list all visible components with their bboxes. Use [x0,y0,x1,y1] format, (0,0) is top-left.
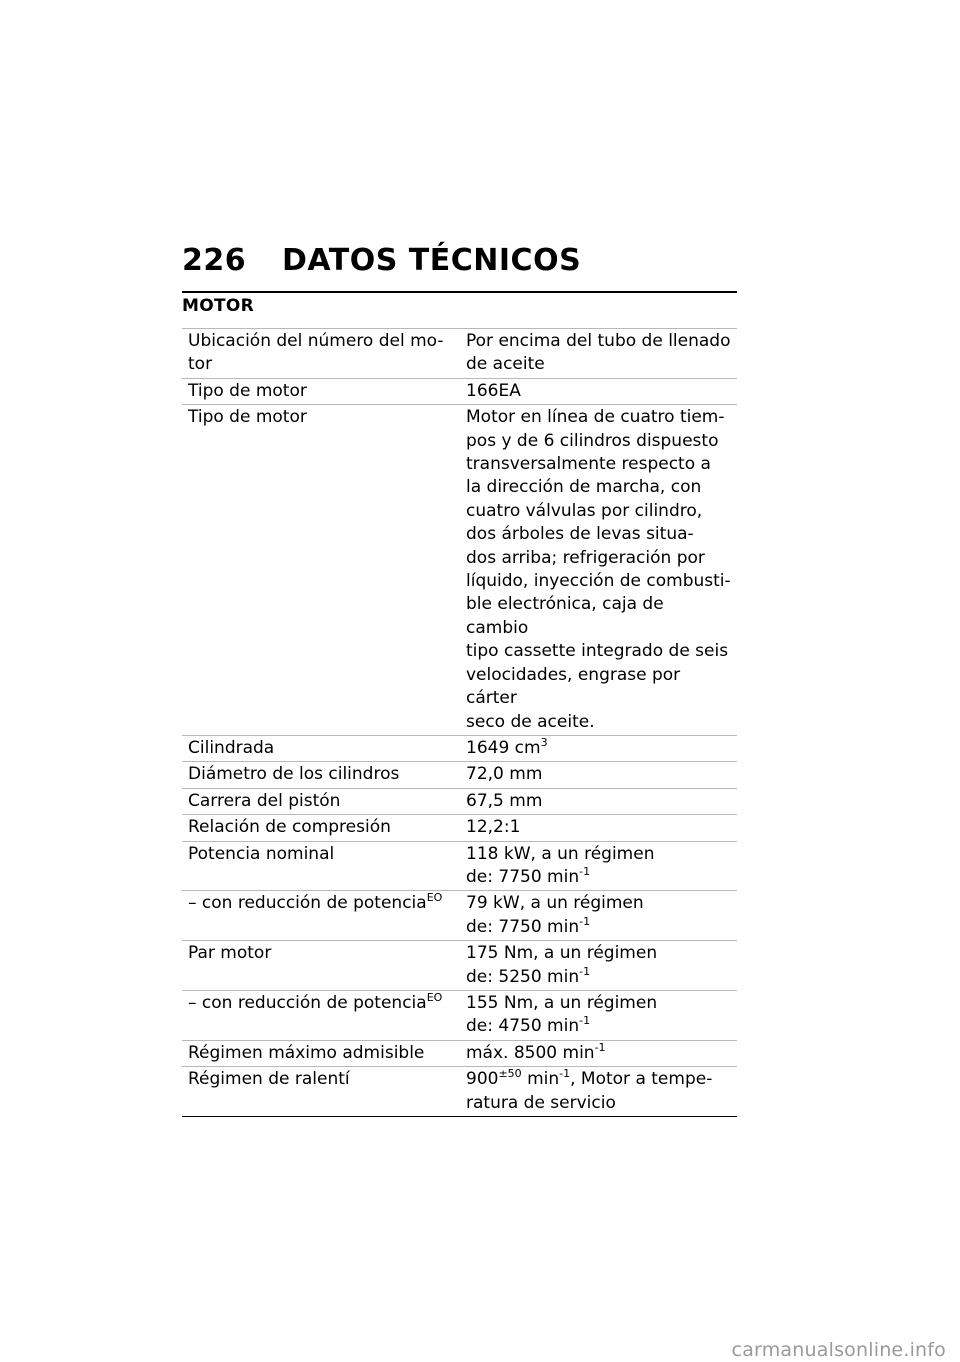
spec-value-cell [460,990,737,1040]
spec-value-cell [460,841,737,891]
spec-value-cell [460,735,737,761]
spec-value: 166EA [466,380,521,401]
spec-value-cell [460,378,737,404]
header-rule [182,291,737,293]
spec-value-unit-superscript: -1 [559,1067,571,1081]
spec-value-cell [460,941,737,991]
spec-label-superscript: EO [426,891,443,905]
spec-row [182,762,737,788]
spec-label-cell [182,1040,460,1066]
spec-value-cell [460,405,737,736]
spec-value-cell [460,788,737,814]
spec-label-cell [182,891,460,941]
spec-value: 67,5 mm [466,790,543,811]
spec-label: Ubicación del número del mo- tor [188,331,444,375]
spec-value-superscript: -1 [579,914,591,928]
page-title: DATOS TÉCNICOS [282,243,582,278]
spec-row [182,941,737,991]
spec-row [182,405,737,736]
spec-value: 72,0 mm [466,764,543,785]
spec-label-cell [182,815,460,841]
section-title: MOTOR [182,296,255,316]
spec-value-superscript: -1 [579,864,591,878]
spec-row [182,815,737,841]
spec-value: Motor en línea de cuatro tiem- pos y de 6 cilindros dispuesto transversalmente respecto a la dirección de marcha, con cuatro válvulas por cilindro, dos árboles de levas situa- dos arriba; refrigeración por líquido, inyección de combusti- ble electrónica, caja de cambio tipo cassette integrado de seis velocidades, engrase por cárter seco de aceite. [466,407,731,732]
spec-label: Carrera del pistón [188,790,341,811]
spec-value-superscript: 3 [540,735,548,749]
spec-label-cell [182,762,460,788]
spec-row [182,329,737,379]
spec-label-superscript: EO [426,990,443,1004]
spec-row [182,788,737,814]
spec-value: 1649 cm [466,737,541,758]
spec-row [182,735,737,761]
spec-label-cell [182,378,460,404]
spec-label: Régimen de ralentí [188,1069,350,1090]
spec-value-tail: , Motor a tempe- ratura de servicio [466,1069,713,1113]
watermark: carmanualsonline.info [731,1339,946,1361]
spec-label-cell [182,1067,460,1117]
spec-row [182,1040,737,1066]
spec-value: 79 kW, a un régimen de: 7750 min [466,893,644,937]
spec-value: 175 Nm, a un régimen de: 5250 min [466,943,658,987]
spec-label-cell [182,735,460,761]
spec-label-cell [182,941,460,991]
spec-label: Régimen máximo admisible [188,1042,425,1063]
spec-value-superscript: ±50 [498,1067,522,1081]
spec-value: Por encima del tubo de llenado de aceite [466,331,731,375]
spec-label: Relación de compresión [188,817,391,838]
spec-row [182,378,737,404]
spec-label: – con reducción de potencia [188,893,427,914]
spec-label: Diámetro de los cilindros [188,764,400,785]
spec-label: Potencia nominal [188,843,335,864]
spec-value: 118 kW, a un régimen de: 7750 min [466,843,655,887]
page-number: 226 [182,243,247,278]
spec-value-superscript: -1 [579,964,591,978]
spec-value-cell [460,815,737,841]
spec-value-superscript: -1 [594,1040,606,1054]
spec-row [182,841,737,891]
spec-label-cell [182,788,460,814]
spec-value: 12,2:1 [466,817,521,838]
spec-value-cell [460,1067,737,1117]
spec-label-cell [182,329,460,379]
spec-value-cell [460,329,737,379]
spec-value-cell [460,762,737,788]
spec-value-cell [460,891,737,941]
spec-value: 155 Nm, a un régimen de: 4750 min [466,992,658,1037]
page-header [182,243,742,278]
spec-table [182,328,737,1117]
spec-value-superscript: -1 [579,1014,591,1028]
spec-row [182,990,737,1040]
spec-value-cell [460,1040,737,1066]
spec-value: máx. 8500 min [466,1042,595,1063]
spec-label: – con reducción de potencia [188,992,427,1013]
spec-value-unit: min [521,1069,560,1090]
spec-label: Tipo de motor [188,407,307,428]
spec-label: Cilindrada [188,737,275,758]
spec-label-cell [182,841,460,891]
spec-label-cell [182,405,460,736]
spec-row [182,891,737,941]
spec-row [182,1067,737,1117]
spec-label-cell [182,990,460,1040]
spec-label: Tipo de motor [188,380,307,401]
spec-value: 900 [466,1069,499,1090]
spec-label: Par motor [188,943,272,964]
